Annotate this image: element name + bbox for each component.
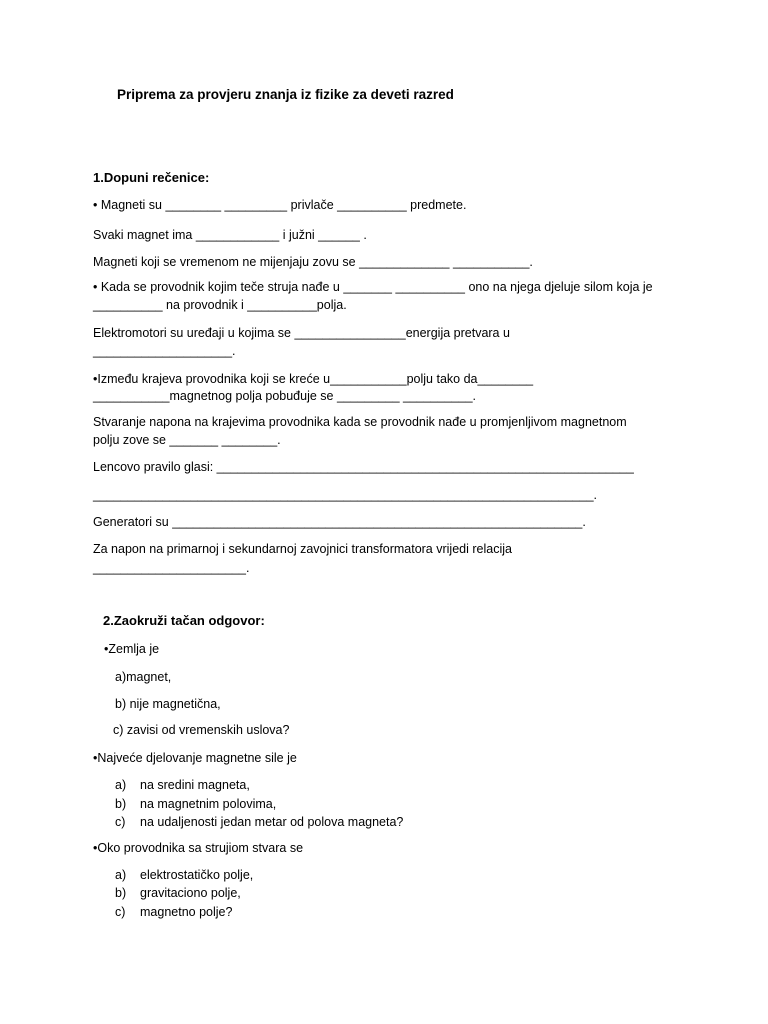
question-2-option-a: na sredini magneta, — [140, 778, 250, 792]
question-3: •Oko provodnika sa strujiom stvara se — [93, 841, 304, 855]
question-3-marker-b: b) — [115, 886, 127, 900]
fill-in-line-2: Svaki magnet ima ____________ i južni ______ . — [93, 228, 367, 242]
fill-in-line-5-cont: ____________________. — [93, 344, 236, 358]
fill-in-line-1: • Magneti su ________ _________ privlače __________ predmete. — [93, 198, 467, 212]
fill-in-line-8: Lencovo pravilo glasi: ____________________________________________________________ — [93, 460, 634, 474]
question-1-option-a: a)magnet, — [115, 670, 172, 684]
fill-in-line-7: Stvaranje napona na krajevima provodnika kada se provodnik nađe u promjenljivom magnetnom — [93, 415, 627, 429]
question-3-option-b: gravitaciono polje, — [140, 886, 241, 900]
question-2-marker-b: b) — [115, 797, 127, 811]
fill-in-line-3: Magneti koji se vremenom ne mijenjaju zovu se _____________ ___________. — [93, 255, 533, 269]
question-1-option-b: b) nije magnetična, — [115, 697, 221, 711]
question-3-marker-c: c) — [115, 905, 126, 919]
question-1: •Zemlja je — [104, 642, 160, 656]
fill-in-line-4-cont: __________ na provodnik i __________polja. — [93, 298, 347, 312]
section-1-heading: 1.Dopuni rečenice: — [93, 170, 210, 185]
fill-in-line-9: Generatori su ___________________________________________________________. — [93, 515, 586, 529]
question-2-option-b: na magnetnim polovima, — [140, 797, 277, 811]
question-3-option-c: magnetno polje? — [140, 905, 233, 919]
question-2: •Najveće djelovanje magnetne sile je — [93, 751, 297, 765]
question-3-marker-a: a) — [115, 868, 127, 882]
fill-in-line-10: Za napon na primarnoj i sekundarnoj zavojnici transformatora vrijedi relacija — [93, 542, 512, 556]
section-2-heading: 2.Zaokruži tačan odgovor: — [103, 613, 265, 628]
question-2-marker-a: a) — [115, 778, 127, 792]
question-2-option-c: na udaljenosti jedan metar od polova magneta? — [140, 815, 404, 829]
fill-in-line-10-cont: ______________________. — [93, 561, 250, 575]
fill-in-line-7-cont: polju zove se _______ ________. — [93, 433, 281, 447]
fill-in-line-8-cont: ________________________________________________________________________. — [93, 488, 598, 502]
question-3-option-a: elektrostatičko polje, — [140, 868, 254, 882]
question-2-marker-c: c) — [115, 815, 126, 829]
fill-in-line-6-cont: ___________magnetnog polja pobuđuje se _________ __________. — [93, 389, 476, 403]
fill-in-line-5: Elektromotori su uređaji u kojima se ________________energija pretvara u — [93, 326, 510, 340]
fill-in-line-6: •Između krajeva provodnika koji se kreće u___________polju tako da________ — [93, 372, 534, 386]
question-1-option-c: c) zavisi od vremenskih uslova? — [113, 723, 290, 737]
page-title: Priprema za provjeru znanja iz fizike za deveti razred — [117, 87, 454, 102]
fill-in-line-4: • Kada se provodnik kojim teče struja nađe u _______ __________ ono na njega djeluje silom koja je — [93, 280, 653, 294]
